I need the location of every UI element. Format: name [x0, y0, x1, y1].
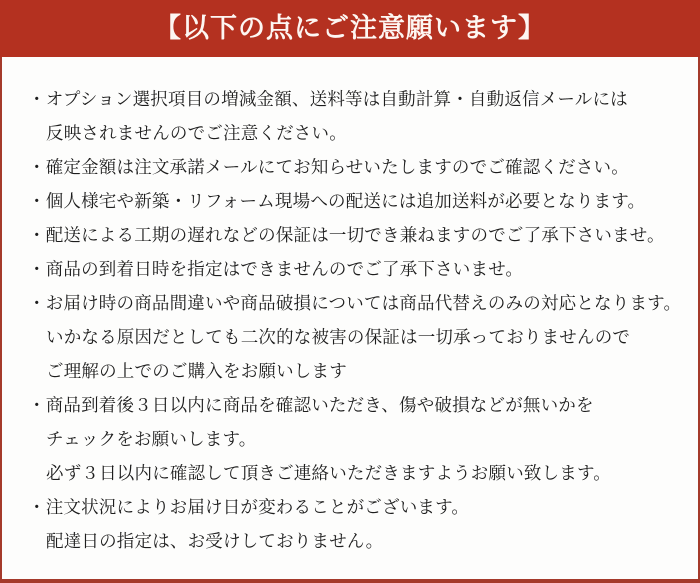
notice-line: ・オプション選択項目の増減金額、送料等は自動計算・自動返信メールには [28, 89, 628, 109]
notice-header [0, 0, 700, 57]
notice-line: ・商品到着後３日以内に商品を確認いただき、傷や破損などが無いかを [28, 395, 594, 415]
notice-line: ・配送による工期の遅れなどの保証は一切でき兼ねますのでご了承下さいませ。 [28, 225, 665, 245]
notice-line: ご理解の上でのご購入をお願いします [46, 361, 347, 381]
notice-line: 配達日の指定は、お受けしておりません。 [46, 531, 384, 551]
notice-list [28, 82, 680, 558]
notice-line: 反映されませんのでご注意ください。 [46, 123, 347, 143]
notice-title: 【以下の点にご注意願います】 [154, 13, 546, 43]
notice-line: チェックをお願いします。 [46, 429, 257, 449]
notice-line: いかなる原因だとしても二次的な被害の保証は一切承っておりませんので [46, 327, 631, 347]
notice-body [0, 57, 700, 583]
notice-line: 必ず３日以内に確認して頂きご連絡いただきますようお願い致します。 [46, 463, 611, 483]
notice-line: ・お届け時の商品間違いや商品破損については商品代替えのみの対応となります。 [28, 293, 682, 313]
notice-line: ・商品の到着日時を指定はできませんのでご了承下さいませ。 [28, 259, 524, 279]
notice-line: ・注文状況によりお届け日が変わることがございます。 [28, 497, 470, 517]
notice-line: ・確定金額は注文承諾メールにてお知らせいたしますのでご確認ください。 [28, 157, 629, 177]
notice-line: ・個人様宅や新築・リフォーム現場への配送には追加送料が必要となります。 [28, 191, 646, 211]
